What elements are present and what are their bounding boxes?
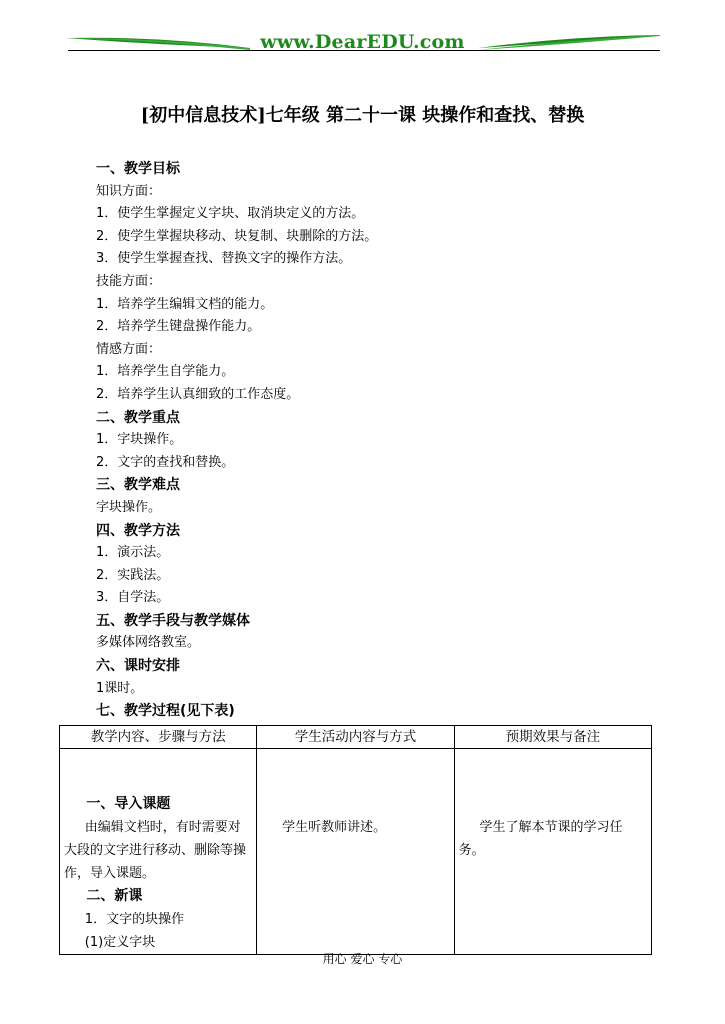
body-line: 3．自学法。	[96, 590, 170, 606]
lesson-body	[96, 158, 656, 723]
student-activity-text: 学生听教师讲述。	[282, 820, 387, 835]
body-line: 3．使学生掌握查找、替换文字的操作方法。	[96, 251, 352, 267]
section-heading: 二、教学重点	[96, 409, 180, 426]
page-footer: 用心 爱心 专心	[322, 952, 403, 966]
section-heading: 一、导入课题	[86, 796, 171, 812]
table-header-row	[60, 726, 652, 749]
body-line: 技能方面：	[96, 273, 162, 289]
table-row	[60, 749, 652, 955]
section-heading: 一、教学目标	[96, 161, 180, 177]
body-line: 知识方面：	[96, 183, 162, 199]
teaching-process-table	[59, 725, 652, 955]
section-heading: 七、教学过程(见下表)	[96, 703, 235, 720]
section-heading: 六、课时安排	[96, 658, 180, 675]
section-heading: 五、教学手段与教学媒体	[96, 612, 250, 629]
intro-paragraph: 由编辑文档时，有时需要对大段的文字进行移动、删除等操作，导入课题。	[64, 820, 247, 881]
section-heading: 二、新课	[86, 888, 143, 904]
site-logo: www.DearEDU.com	[260, 31, 465, 53]
table-cell-expected-result	[454, 749, 651, 955]
document-title: [初中信息技术]七年级 第二十一课 块操作和查找、替换	[140, 105, 585, 126]
body-line: 2．使学生掌握块移动、块复制、块删除的方法。	[96, 228, 378, 244]
table-header-cell: 预期效果与备注	[454, 726, 651, 749]
body-line: 2．实践法。	[96, 567, 170, 583]
body-line: 1．培养学生自学能力。	[96, 364, 235, 380]
list-item: (1)定义字块	[84, 935, 156, 950]
body-line: 1．演示法。	[96, 545, 170, 561]
body-line: 1课时。	[96, 680, 144, 696]
body-line: 2．文字的查找和替换。	[96, 454, 235, 470]
body-line: 1．字块操作。	[96, 432, 183, 448]
table-cell-student-activity	[257, 749, 454, 955]
section-heading: 四、教学方法	[96, 522, 180, 539]
body-line: 情感方面：	[96, 341, 162, 357]
list-item: 1．文字的块操作	[84, 912, 185, 927]
body-line: 多媒体网络教室。	[96, 635, 201, 651]
table-header-cell: 教学内容、步骤与方法	[60, 726, 257, 749]
body-line: 2．培养学生认真细致的工作态度。	[96, 386, 300, 402]
section-heading: 三、教学难点	[96, 477, 180, 494]
table-cell-content	[60, 749, 257, 955]
body-line: 1．使学生掌握定义字块、取消块定义的方法。	[96, 206, 365, 222]
expected-result-text: 学生了解本节课的学习任务。	[458, 820, 623, 858]
table-header-cell: 学生活动内容与方式	[257, 726, 454, 749]
body-line: 1．培养学生编辑文档的能力。	[96, 296, 274, 312]
body-line: 2．培养学生键盘操作能力。	[96, 319, 261, 335]
body-line: 字块操作。	[96, 499, 162, 515]
